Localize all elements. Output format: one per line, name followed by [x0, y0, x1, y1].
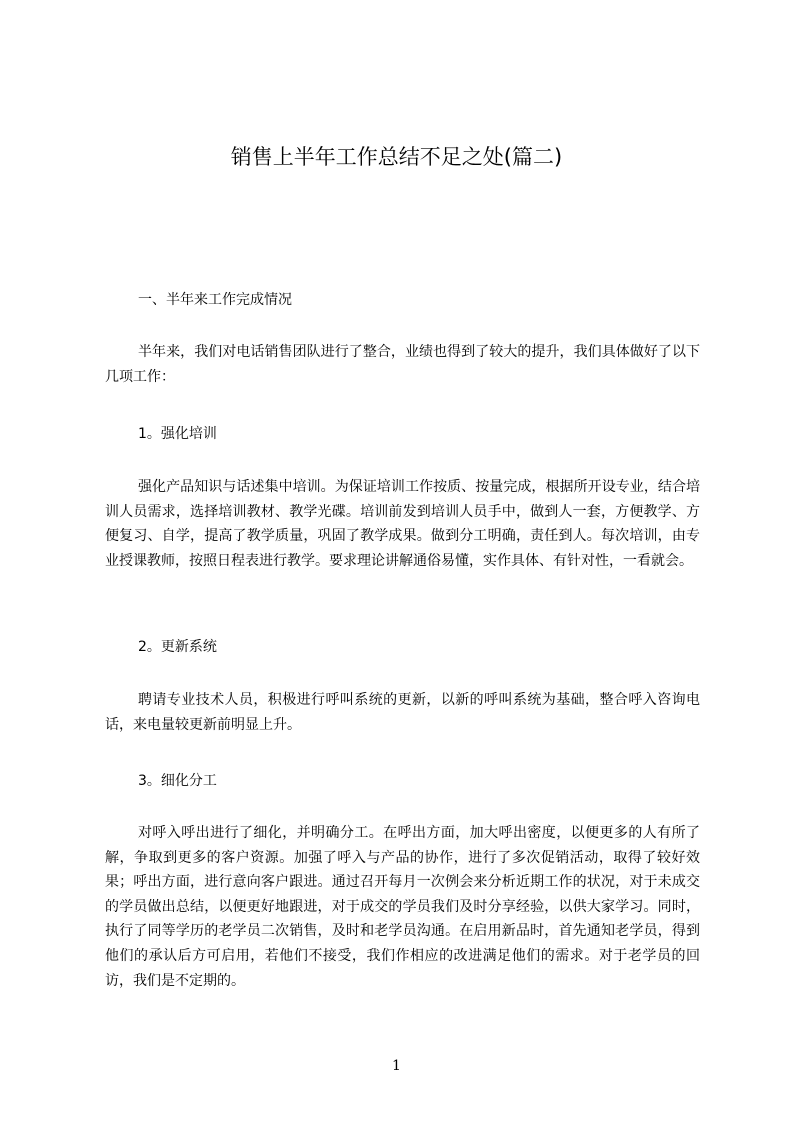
section-heading-2: 1。强化培训: [138, 426, 217, 442]
page-number: 1: [392, 1058, 401, 1074]
document-title: 销售上半年工作总结不足之处(篇二): [230, 145, 563, 169]
section-heading-1: 一、半年来工作完成情况: [138, 292, 292, 308]
section-paragraph-3: 聘请专业技术人员，积极进行呼叫系统的更新，以新的呼叫系统为基础，整合呼入咨询电话，来电量较更新前明显上升。: [105, 692, 700, 733]
section-heading-3: 2。更新系统: [138, 639, 217, 655]
section-paragraph-4: 对呼入呼出进行了细化，并明确分工。在呼出方面，加大呼出密度，以便更多的人有所了解，争取到更多的客户资源。加强了呼入与产品的协作，进行了多次促销活动，取得了较好效果；呼出方面，进行意向客户跟进。通过召开每月一次例会来分析近期工作的状况，对于未成交的学员做出总结，以便更好地跟进，对于成交的学员我们及时分享经验，以供大家学习。同时，执行了同等学历的老学员二次销售，及时和老学员沟通。在启用新品时，首先通知老学员，得到他们的承认后方可启用，若他们不接受，我们作相应的改进满足他们的需求。对于老学员的回访，我们是不定期的。: [105, 825, 700, 989]
section-heading-4: 3。细化分工: [138, 773, 217, 789]
section-paragraph-1: 半年来，我们对电话销售团队进行了整合，业绩也得到了较大的提升，我们具体做好了以下几项工作：: [105, 344, 700, 385]
section-paragraph-2: 强化产品知识与话述集中培训。为保证培训工作按质、按量完成，根据所开设专业，结合培训人员需求，选择培训教材、教学光碟。培训前发到培训人员手中，做到人一套，方便教学、方便复习、自学，提高了教学质量，巩固了教学成果。做到分工明确，责任到人。每次培训，由专业授课教师，按照日程表进行教学。要求理论讲解通俗易懂，实作具体、有针对性，一看就会。: [105, 479, 700, 569]
